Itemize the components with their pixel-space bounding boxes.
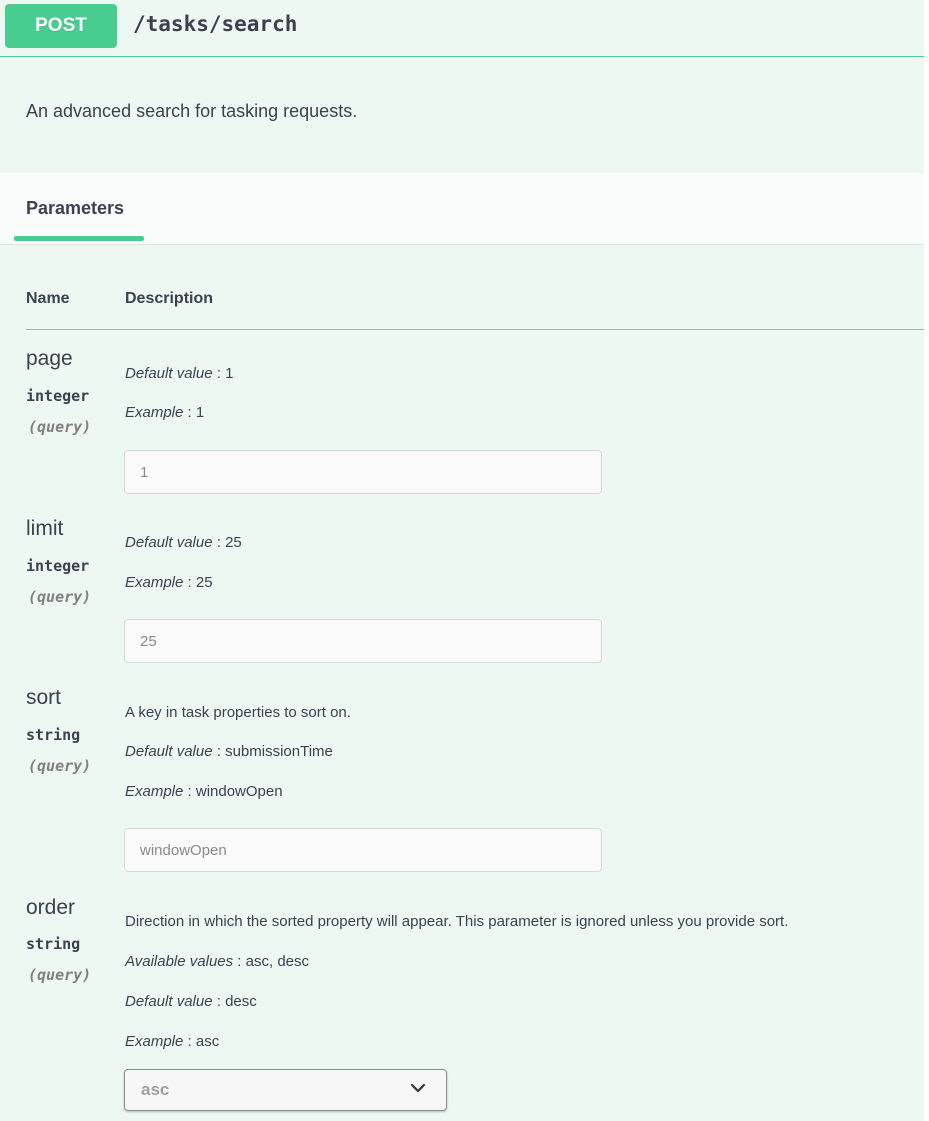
- limit-input[interactable]: [124, 619, 602, 663]
- column-header-name: Name: [26, 290, 70, 307]
- page-input[interactable]: [124, 450, 602, 494]
- param-in-sort: (query): [28, 757, 92, 775]
- param-type-sort: string: [26, 726, 81, 744]
- param-default-page: Default value : 1: [125, 365, 234, 382]
- param-example-sort: Example : windowOpen: [125, 783, 283, 800]
- param-example-page: Example : 1: [125, 404, 205, 421]
- column-header-description: Description: [125, 290, 214, 307]
- tab-parameters[interactable]: Parameters: [26, 198, 125, 218]
- param-description-order: Direction in which the sorted property will appear. This parameter is ignored unless you provide sort.: [125, 913, 789, 930]
- param-example-order: Example : asc: [125, 1033, 220, 1050]
- order-select[interactable]: [124, 1069, 447, 1111]
- param-description-sort: A key in task properties to sort on.: [125, 704, 351, 721]
- sort-input[interactable]: [124, 828, 602, 872]
- operation-path: /tasks/search: [133, 12, 298, 36]
- param-example-limit: Example : 25: [125, 574, 213, 591]
- method-badge: POST: [5, 4, 117, 48]
- param-type-limit: integer: [26, 557, 90, 575]
- param-type-page: integer: [26, 387, 90, 405]
- param-in-order: (query): [28, 966, 92, 984]
- param-name-limit: limit: [26, 517, 64, 540]
- param-in-page: (query): [28, 418, 92, 436]
- tab-active-indicator: [14, 236, 144, 241]
- chevron-down-icon: [410, 1082, 426, 1094]
- operation-header[interactable]: [0, 0, 924, 57]
- param-default-sort: Default value : submissionTime: [125, 743, 333, 760]
- param-default-limit: Default value : 25: [125, 534, 242, 551]
- parameters-header: [0, 173, 924, 245]
- param-in-limit: (query): [28, 588, 92, 606]
- operation-description: An advanced search for tasking requests.: [26, 101, 358, 121]
- order-select-value: asc: [141, 1080, 170, 1099]
- header-divider: [26, 329, 924, 330]
- param-name-page: page: [26, 347, 73, 370]
- param-default-order: Default value : desc: [125, 993, 257, 1010]
- param-name-order: order: [26, 896, 76, 919]
- param-name-sort: sort: [26, 686, 62, 709]
- param-available-order: Available values : asc, desc: [125, 953, 310, 970]
- param-type-order: string: [26, 935, 81, 953]
